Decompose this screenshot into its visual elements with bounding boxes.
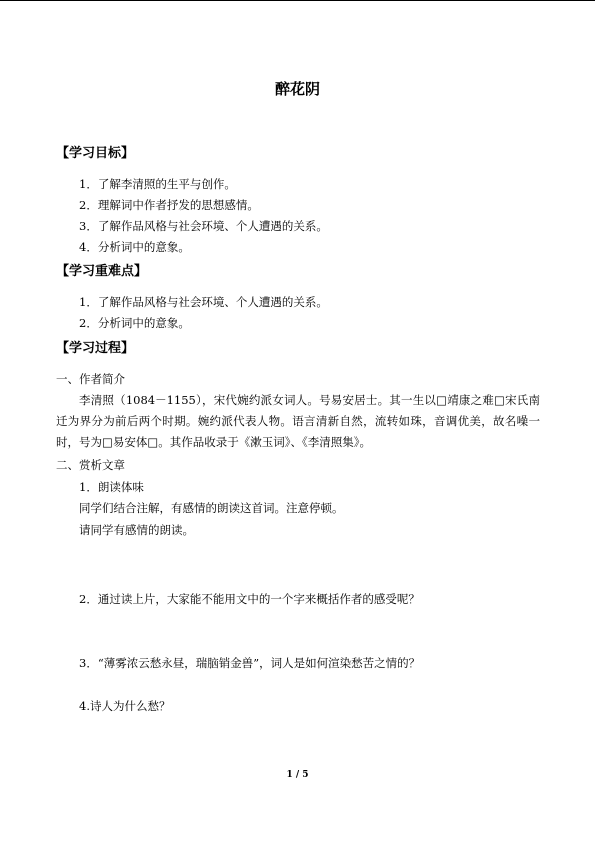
question-3: 3．“薄雾浓云愁永昼，瑞脑销金兽”，词人是如何渲染愁苦之情的？ xyxy=(79,656,421,670)
section-author-title: 一、作者简介 xyxy=(56,372,125,386)
key-points-heading: 【学习重难点】 xyxy=(56,264,148,279)
objective-item: 3．了解作品风格与社会环境、个人遭遇的关系。 xyxy=(79,219,328,233)
section-analysis-title: 二、赏析文章 xyxy=(56,458,125,472)
key-point-item: 2．分析词中的意象。 xyxy=(79,316,190,330)
reading-instruction: 同学们结合注解，有感情的朗读这首词。注意停顿。 xyxy=(79,501,344,515)
objective-item: 2．理解词中作者抒发的思想感情。 xyxy=(79,198,259,212)
question-2: 2．通过读上片，大家能不能用文中的一个字来概括作者的感受呢？ xyxy=(79,592,420,606)
key-point-item: 1．了解作品风格与社会环境、个人遭遇的关系。 xyxy=(79,295,328,309)
process-heading: 【学习过程】 xyxy=(56,341,135,356)
reading-instruction: 请同学有感情的朗读。 xyxy=(79,523,194,537)
objective-item: 4．分析词中的意象。 xyxy=(79,240,190,254)
objectives-heading: 【学习目标】 xyxy=(56,146,135,161)
objective-item: 1．了解李清照的生平与创作。 xyxy=(79,177,236,191)
top-border-line xyxy=(0,0,595,1)
document-title: 醉花阴 xyxy=(274,80,320,98)
question-4: 4.诗人为什么愁？ xyxy=(79,699,171,713)
page-number: 1 / 5 xyxy=(286,770,309,780)
author-bio-paragraph: 李清照（1084－1155），宋代婉约派女词人。号易安居士。其一生以□靖康之难□宋氏南迁为界分为前后两个时期。婉约派代表人物。语言清新自然，流转如珠，音调优美，故名噪一时，号为□易安体□。其作品收录于《漱玉词》、《李清照集》。 xyxy=(56,393,540,449)
reading-subtitle: 1．朗读体味 xyxy=(79,480,144,494)
